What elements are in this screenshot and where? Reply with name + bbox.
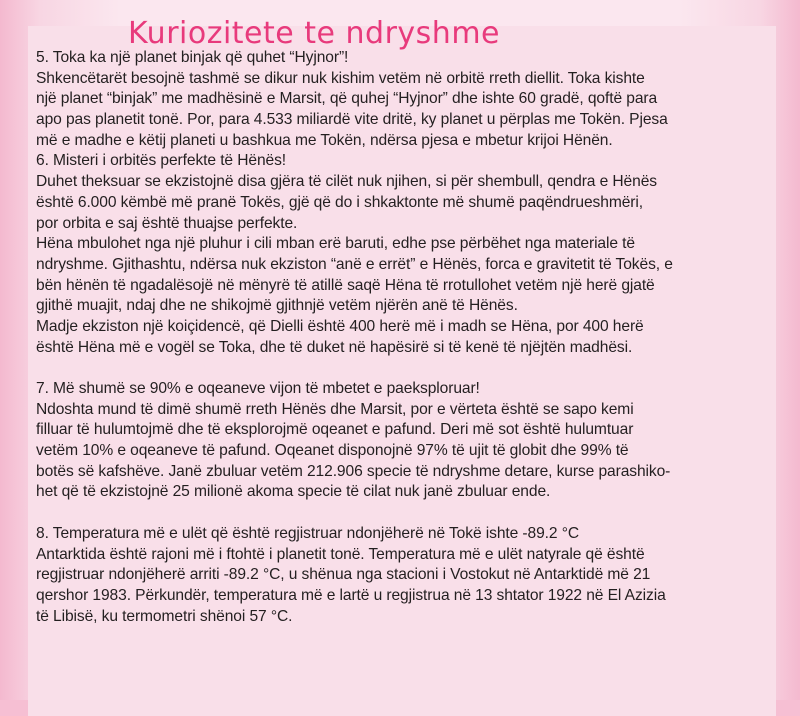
paragraph-line: është Hëna më e vogël se Toka, dhe të duket në hapësirë si të kenë të njëjtën madhësi.: [36, 338, 633, 356]
paragraph-line: Antarktida është rajoni më i ftohtë i planetit tonë. Temperatura më e ulët natyrale që është: [36, 545, 645, 563]
section-5-heading: 5. Toka ka një planet binjak që quhet “Hyjnor”!: [36, 49, 349, 66]
section-6-heading: 6. Misteri i orbitës perfekte të Hënës!: [36, 152, 287, 170]
paragraph-line: qershor 1983. Përkundër, temperatura më e lartë u regjistrua në 13 shtator 1922 në El Azizia: [36, 586, 666, 604]
article-body: [36, 48, 786, 627]
paragraph-line: bën hënën të ngadalësojë në mënyrë të atillë saqë Hëna të rrotullohet vetëm një herë gjatë: [36, 276, 655, 294]
paragraph-line: Duhet theksuar se ekzistojnë disa gjëra të cilët nuk njihen, si për shembull, qendra e Hënës: [36, 173, 657, 191]
paragraph-line: por orbita e saj është thuajse perfekte.: [36, 214, 298, 232]
paragraph-line: më e madhe e këtij planeti u bashkua me Tokën, ndërsa pjesa e mbetur krijoi Hënën.: [36, 131, 613, 149]
paragraph-line: ndryshme. Gjithashtu, ndërsa nuk ekziston “anë e errët” e Hënës, forca e gravitetit të Tokës, e: [36, 255, 673, 273]
paragraph-line: botës së kafshëve. Janë zbuluar vetëm 212.906 specie të ndryshme detare, kurse parashiko-: [36, 462, 671, 480]
paragraph-line: Madje ekziston një koiçidencë, që Dielli është 400 herë më i madh se Hëna, por 400 herë: [36, 317, 644, 335]
paragraph-line: Shkencëtarët besojnë tashmë se dikur nuk kishim vetëm në orbitë rreth diellit. Toka kishte: [36, 69, 645, 87]
section-7-heading: 7. Më shumë se 90% e oqeaneve vijon të mbetet e paeksploruar!: [36, 380, 480, 397]
paragraph-line: Ndoshta mund të dimë shumë rreth Hënës dhe Marsit, por e vërteta është se sapo kemi: [36, 400, 634, 418]
paragraph-line: të Libisë, ku termometri shënoi 57 °C.: [36, 607, 293, 625]
section-8-heading: 8. Temperatura më e ulët që është regjistruar ndonjëherë në Tokë ishte -89.2 °C: [36, 524, 579, 542]
paragraph-line: regjistruar ndonjëherë arriti -89.2 °C, u shënua nga stacioni i Vostokut në Antarktidë më 21: [36, 566, 651, 584]
page-title: Kuriozitete te ndryshme: [128, 16, 500, 51]
paragraph-line: filluar të hulumtojmë dhe të eksplorojmë oqeanet e pafund. Deri më sot është hulumtuar: [36, 421, 634, 439]
paragraph-spacer: [36, 503, 786, 524]
paragraph-line: është 6.000 këmbë më pranë Tokës, gjë që do i shkaktonte më shumë paqëndrueshmëri,: [36, 193, 643, 211]
paragraph-line: një planet “binjak” me madhësinë e Marsit, që quhej “Hyjnor” dhe ishte 60 gradë, qoftë para: [36, 90, 658, 108]
paragraph-line: gjithë muajit, ndaj dhe ne shikojmë gjithnjë vetëm njërën anë të Hënës.: [36, 297, 518, 315]
paragraph-line: het që të ekzistojnë 25 milionë akoma specie të cilat nuk janë zbuluar ende.: [36, 483, 551, 501]
paragraph-line: apo pas planetit tonë. Por, para 4.533 miliardë vite dritë, ky planet u përplas me Tokën. Pjesa: [36, 111, 668, 129]
paragraph-line: Hëna mbulohet nga një pluhur i cili mban erë baruti, edhe pse përbëhet nga materiale të: [36, 235, 635, 253]
paragraph-spacer: [36, 358, 786, 379]
paragraph-line: vetëm 10% e oqeaneve të pafund. Oqeanet disponojnë 97% të ujit të globit dhe 99% të: [36, 442, 629, 460]
